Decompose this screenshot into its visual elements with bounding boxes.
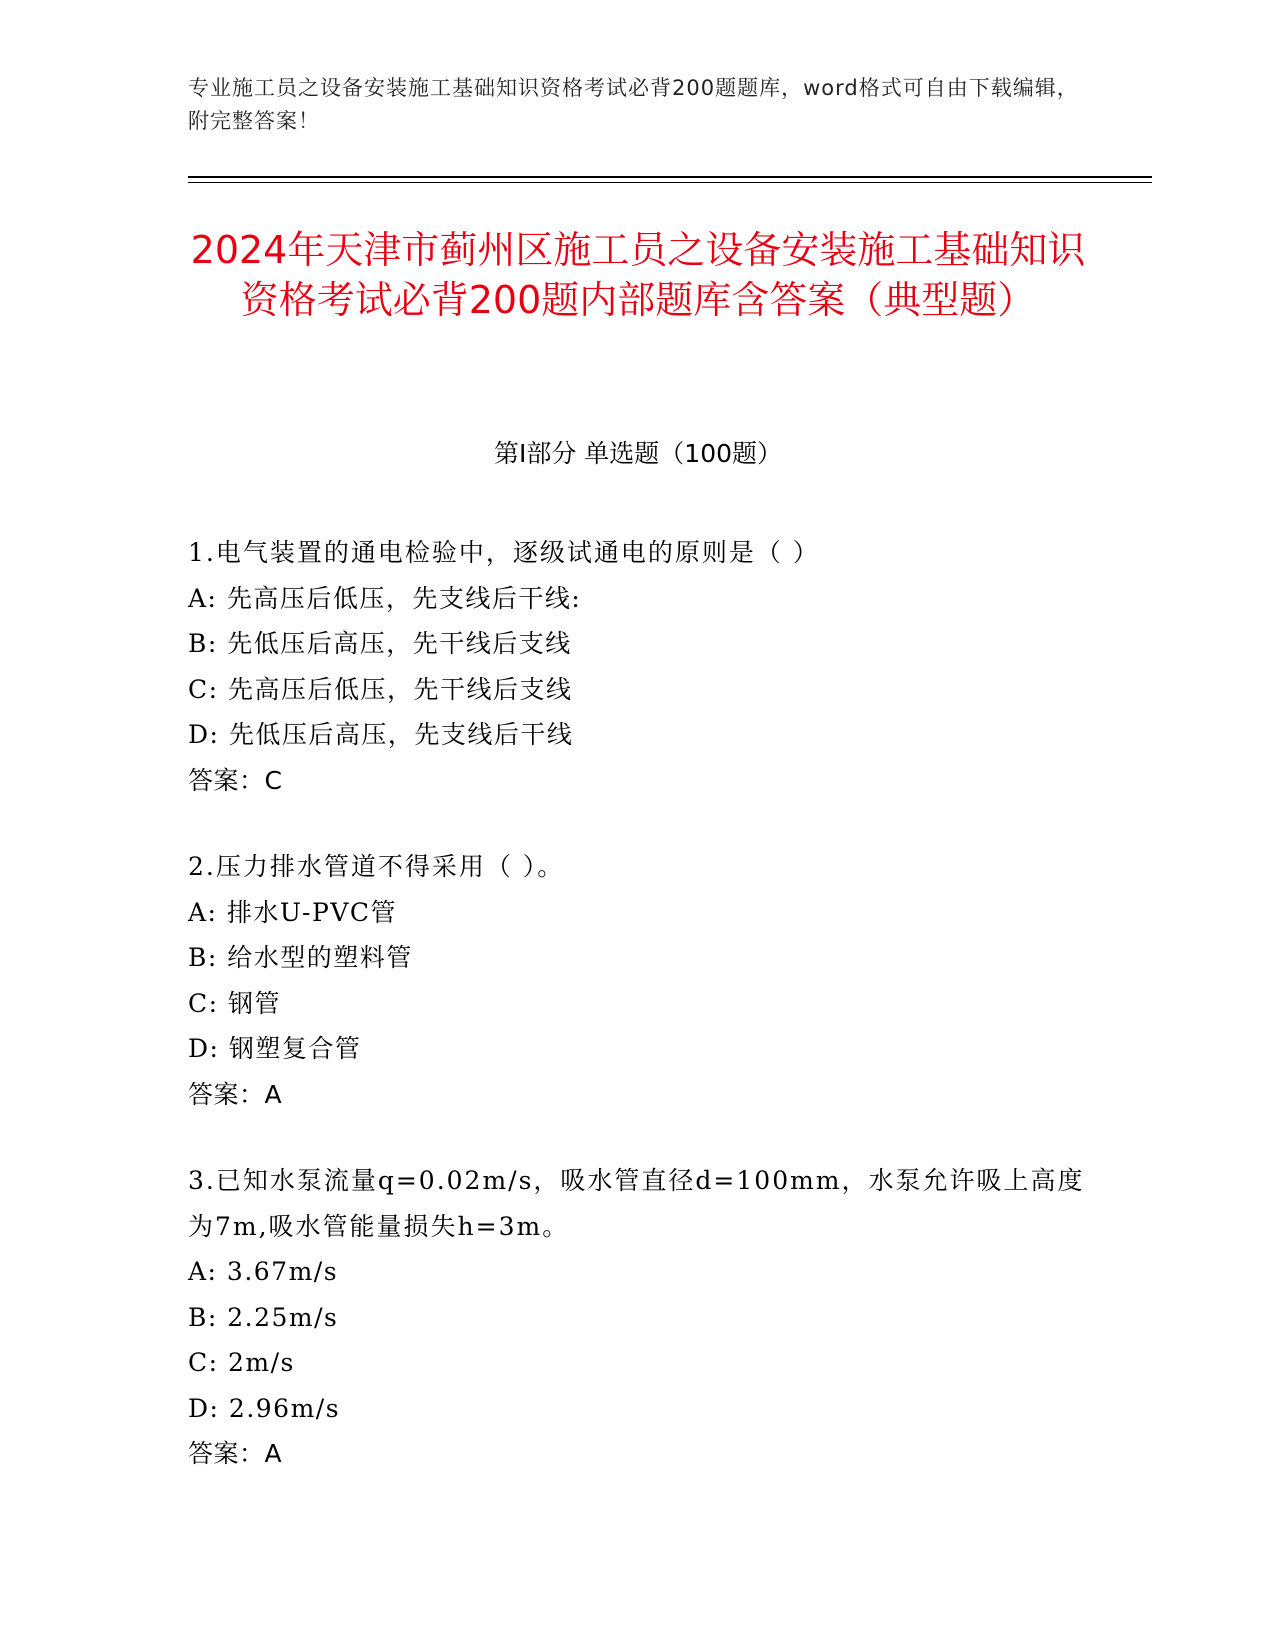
document-title: 2024年天津市蓟州区施工员之设备安装施工基础知识资格考试必背200题内部题库含答案（典型题） bbox=[190, 228, 1086, 322]
option-a: A: 排水U-PVC管 bbox=[188, 897, 398, 927]
option-c: C: 2m/s bbox=[188, 1348, 295, 1377]
header-divider-thin bbox=[188, 182, 1152, 183]
option-c: C: 先高压后低压，先干线后支线 bbox=[188, 674, 573, 704]
question-stem: 2.压力排水管道不得采用（ ）。 bbox=[188, 852, 565, 881]
answer-line: 答案：A bbox=[188, 1439, 283, 1468]
question-stem: 1.电气装置的通电检验中，逐级试通电的原则是（ ） bbox=[188, 538, 820, 567]
option-a: A: 先高压后低压，先支线后干线: bbox=[188, 583, 582, 613]
question-2 bbox=[188, 844, 1088, 1117]
answer-line: 答案：C bbox=[188, 765, 283, 795]
answer-line: 答案：A bbox=[188, 1079, 283, 1109]
option-d: D: 2.96m/s bbox=[188, 1393, 341, 1423]
option-b: B: 给水型的塑料管 bbox=[188, 943, 413, 972]
option-d: D: 钢塑复合管 bbox=[188, 1034, 362, 1063]
section-title: 第I部分 单选题（100题） bbox=[493, 439, 783, 468]
option-b: B: 2.25m/s bbox=[188, 1302, 339, 1332]
header-note: 专业施工员之设备安装施工基础知识资格考试必背200题题库，word格式可自由下载编辑，附完整答案！ bbox=[188, 76, 1079, 133]
option-c: C: 钢管 bbox=[188, 988, 281, 1018]
question-stem: 3.已知水泵流量q=0.02m/s，吸水管直径d=100mm，水泵允许吸上高度为7m,吸水管能量损失h=3m。 bbox=[188, 1166, 1085, 1241]
header-divider-thick bbox=[188, 176, 1152, 178]
option-b: B: 先低压后高压，先干线后支线 bbox=[188, 629, 572, 658]
option-a: A: 3.67m/s bbox=[188, 1257, 339, 1286]
question-list bbox=[188, 530, 1088, 1518]
question-3 bbox=[188, 1158, 1088, 1477]
option-d: D: 先低压后高压，先支线后干线 bbox=[188, 720, 574, 749]
question-1 bbox=[188, 530, 1088, 803]
